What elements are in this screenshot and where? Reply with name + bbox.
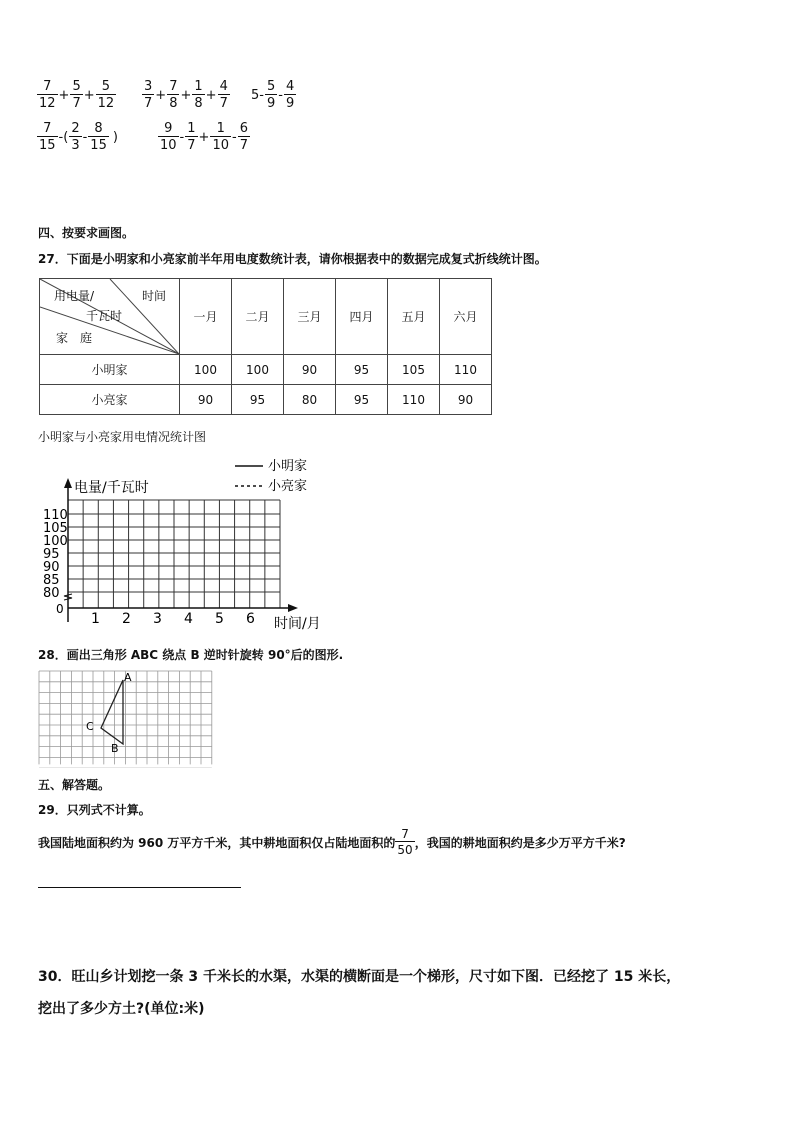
table-row-label: 小明家 bbox=[40, 355, 180, 385]
legend-label-xiaoliang: 小亮家 bbox=[268, 479, 308, 494]
expression-1: $\frac{7}{12}$ + $\frac{5}{7}$ + $\frac{5}{12}$ bbox=[39, 79, 115, 111]
vertex-label-a: A bbox=[124, 671, 132, 684]
chart-title: 小明家与小亮家用电情况统计图 bbox=[38, 430, 207, 444]
fraction: $\frac{8}{15}$ bbox=[90, 121, 107, 153]
triangle-abc bbox=[101, 680, 123, 744]
y-tick-label: 95 bbox=[43, 547, 60, 562]
section-heading: 四、按要求画图。 bbox=[38, 226, 135, 240]
y-tick-label: 110 bbox=[43, 508, 68, 523]
table-header-month: 一月 bbox=[180, 279, 232, 355]
fraction: $\frac{1}{10}$ bbox=[212, 121, 229, 153]
fraction: $\frac{5}{12}$ bbox=[97, 79, 115, 111]
axis-break-mark bbox=[64, 594, 72, 600]
question-30-line-1: 30．旺山乡计划挖一条 3 千米长的水渠，水渠的横断面是一个梯形，尺寸如下图．已经挖了 15 米长， bbox=[38, 969, 681, 985]
y-tick-label: 90 bbox=[43, 560, 60, 575]
fraction: $\frac{1}{8}$ bbox=[194, 79, 203, 111]
blank-line-chart bbox=[0, 450, 360, 640]
expression-5: $\frac{9}{10}$ - $\frac{1}{7}$ + $\frac{1}{10}$ - $\frac{6}{7}$ bbox=[160, 121, 248, 153]
fraction: $\frac{4}{9}$ bbox=[285, 79, 295, 111]
question-30-line-2: 挖出了多少方土?(单位:米) bbox=[38, 1001, 205, 1017]
question-28: 28．画出三角形 ABC 绕点 B 逆时针旋转 90°后的图形. bbox=[38, 648, 344, 662]
expression-4: $\frac{7}{15}$ -( $\frac{2}{3}$ - $\frac{8}{15}$ ) bbox=[39, 121, 118, 153]
table-row-label: 小亮家 bbox=[40, 385, 180, 415]
fraction: $\frac{5}{9}$ bbox=[266, 79, 276, 111]
section-heading: 五、解答题。 bbox=[38, 778, 111, 792]
table-header-month: 二月 bbox=[232, 279, 284, 355]
vertex-label-c: C bbox=[86, 720, 94, 733]
square-grid bbox=[39, 671, 212, 768]
question-29-title: 29．只列式不计算。 bbox=[38, 803, 151, 817]
chart-grid bbox=[68, 500, 280, 608]
fraction: $\frac{7}{50}$ bbox=[397, 827, 413, 857]
table-row: 小亮家 90 95 80 95 110 90 bbox=[40, 385, 492, 415]
table-corner-cell: 时间 用电量/ 千瓦时 家 庭 bbox=[40, 279, 180, 355]
y-axis-arrow bbox=[64, 478, 72, 488]
fraction: $\frac{2}{3}$ bbox=[71, 121, 80, 153]
fraction: $\frac{7}{8}$ bbox=[169, 79, 178, 111]
fraction: $\frac{4}{7}$ bbox=[219, 79, 228, 111]
question-29-text: 我国陆地面积约为 960 万平方千米，其中耕地面积仅占陆地面积的 $\frac{7}{50}$ ，我国的耕地面积约是多少万平方千米? bbox=[38, 827, 626, 857]
table-header-month: 三月 bbox=[284, 279, 336, 355]
fraction: $\frac{7}{15}$ bbox=[39, 121, 56, 153]
x-tick-label: 2 bbox=[122, 611, 131, 627]
fraction: $\frac{6}{7}$ bbox=[239, 121, 248, 153]
x-tick-labels bbox=[91, 611, 255, 627]
y-tick-label: 100 bbox=[43, 534, 68, 549]
fraction: $\frac{9}{10}$ bbox=[160, 121, 177, 153]
rotation-grid bbox=[38, 670, 220, 768]
x-axis-label: 时间/月 bbox=[274, 616, 321, 632]
table-header-month: 五月 bbox=[388, 279, 440, 355]
x-tick-label: 3 bbox=[153, 611, 162, 627]
y-tick-label: 105 bbox=[43, 521, 68, 536]
table-header-month: 六月 bbox=[440, 279, 492, 355]
table-row: 小明家 100 100 90 95 105 110 bbox=[40, 355, 492, 385]
fraction: $\frac{7}{12}$ bbox=[39, 79, 56, 111]
origin-label: 0 bbox=[56, 602, 64, 616]
x-axis-arrow bbox=[288, 604, 298, 612]
table-header-month: 四月 bbox=[336, 279, 388, 355]
fraction: $\frac{1}{7}$ bbox=[187, 121, 196, 153]
expression-3: 5- $\frac{5}{9}$ - $\frac{4}{9}$ bbox=[251, 79, 295, 111]
legend-label-xiaoming: 小明家 bbox=[268, 459, 308, 474]
y-tick-labels bbox=[43, 508, 68, 601]
y-axis-label: 电量/千瓦时 bbox=[74, 480, 149, 496]
vertex-label-b: B bbox=[111, 742, 119, 755]
question-27: 27．下面是小明家和小亮家前半年用电度数统计表，请你根据表中的数据完成复式折线统计图。 bbox=[38, 252, 547, 266]
y-tick-label: 85 bbox=[43, 573, 60, 588]
y-tick-label: 80 bbox=[43, 586, 60, 601]
expression-2: $\frac{3}{7}$ + $\frac{7}{8}$ + $\frac{1}{8}$ + $\frac{4}{7}$ bbox=[144, 79, 228, 111]
fraction: $\frac{3}{7}$ bbox=[144, 79, 153, 111]
electricity-table bbox=[39, 278, 492, 415]
x-tick-label: 5 bbox=[215, 611, 224, 627]
x-tick-label: 1 bbox=[91, 611, 100, 627]
x-tick-label: 4 bbox=[184, 611, 193, 627]
x-tick-label: 6 bbox=[246, 611, 255, 627]
answer-line bbox=[38, 887, 241, 888]
fraction: $\frac{5}{7}$ bbox=[72, 79, 81, 111]
